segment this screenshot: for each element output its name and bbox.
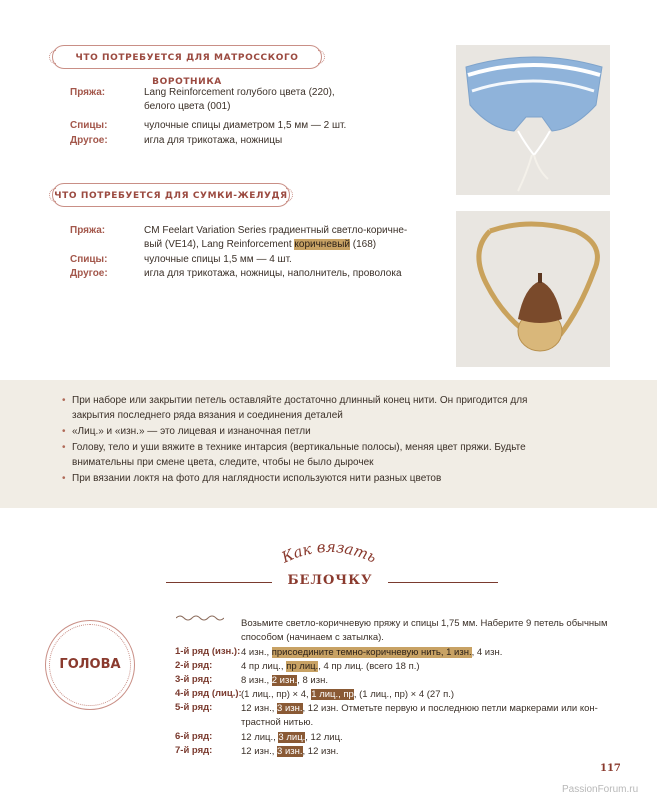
row-text-b: , (1 лиц., пр) × 4 (27 п.) bbox=[353, 689, 455, 700]
bag-yarn-line2 bbox=[144, 238, 376, 252]
collar-yarn-label: Пряжа: bbox=[70, 87, 106, 98]
collar-needles-label: Спицы: bbox=[70, 120, 108, 131]
tip-text: При наборе или закрытии петель оставляйте достаточно длинный конец нити. Он пригодится для bbox=[72, 395, 528, 406]
row-text-a: 12 изн., bbox=[241, 703, 278, 714]
row-text-a: (1 лиц., пр) × 4, bbox=[241, 689, 312, 700]
tip-item bbox=[62, 440, 592, 455]
row-label: 4-й ряд (лиц.): bbox=[175, 688, 242, 699]
tip-text: Голову, тело и уши вяжите в технике интарсия (вертикальные полосы), меняя цвет пряжи. Будьте bbox=[72, 442, 526, 453]
collar-other-label: Другое: bbox=[70, 135, 108, 146]
section-title: ГОЛОВА bbox=[59, 657, 121, 672]
row-text-a: 4 изн., bbox=[241, 647, 272, 658]
row-text-b: , 4 изн. bbox=[471, 647, 503, 658]
page-number: 117 bbox=[600, 763, 621, 774]
collar-photo bbox=[456, 45, 610, 195]
row-instruction bbox=[241, 731, 616, 744]
tip-item bbox=[62, 393, 592, 408]
svg-text:Как вязать bbox=[278, 538, 379, 567]
acorn-bag-photo bbox=[456, 211, 610, 367]
row-label: 5-й ряд: bbox=[175, 702, 213, 713]
tip-text: внимательны при смене цвета, следите, чтобы не было дырочек bbox=[72, 457, 374, 468]
row-highlight: присоедините темно-коричневую нить, 1 изн. bbox=[271, 647, 472, 658]
bullet-icon: • bbox=[62, 426, 66, 437]
row-text-a: 4 пр лиц., bbox=[241, 661, 287, 672]
bullet-icon: • bbox=[62, 395, 66, 406]
collar-section-title: ЧТО ПОТРЕБУЕТСЯ ДЛЯ МАТРОССКОГО ВОРОТНИКА bbox=[52, 45, 322, 69]
row-text-b: , 8 изн. bbox=[297, 675, 328, 686]
row-label: 2-й ряд: bbox=[175, 660, 213, 671]
row-highlight: 3 изн. bbox=[277, 746, 303, 757]
bag-yarn-line2-a: вый (VE14), Lang Reinforcement bbox=[144, 239, 295, 250]
bag-yarn-line2-b: (168) bbox=[349, 239, 377, 250]
header-divider-right bbox=[388, 582, 498, 583]
row-label: 1-й ряд (изн.): bbox=[175, 646, 241, 657]
row-instruction bbox=[241, 660, 616, 673]
tip-item bbox=[62, 424, 592, 439]
header-divider-left bbox=[166, 582, 272, 583]
row-text-b: , 12 лиц. bbox=[305, 732, 343, 743]
row-instruction bbox=[241, 745, 616, 758]
tip-continuation bbox=[72, 455, 592, 470]
row-instruction bbox=[241, 702, 616, 715]
script-title: Как вязать bbox=[278, 537, 380, 567]
tip-text: закрытия последнего ряда вязания и соединения деталей bbox=[72, 410, 343, 421]
row-highlight: 2 изн. bbox=[271, 675, 298, 686]
bullet-icon: • bbox=[62, 442, 66, 453]
row-text-b: , 12 изн. bbox=[302, 746, 339, 757]
bag-yarn-highlight: коричневый bbox=[294, 239, 350, 250]
row-instruction bbox=[241, 646, 616, 659]
row-label: 6-й ряд: bbox=[175, 731, 213, 742]
row-text-a: 12 лиц., bbox=[241, 732, 279, 743]
bag-needles-label: Спицы: bbox=[70, 254, 108, 265]
bullet-icon: • bbox=[62, 473, 66, 484]
row-text-a: 8 изн., bbox=[241, 675, 272, 686]
row-highlight: 3 лиц. bbox=[278, 732, 306, 743]
bag-section-title: ЧТО ПОТРЕБУЕТСЯ ДЛЯ СУМКИ-ЖЕЛУДЯ bbox=[52, 183, 290, 207]
row5-continuation: трастной нитью. bbox=[241, 717, 314, 728]
collar-yarn-line2: белого цвета (001) bbox=[144, 101, 231, 112]
row-instruction bbox=[241, 688, 616, 701]
bag-yarn-line1: CM Feelart Variation Series градиентный светло-коричне- bbox=[144, 225, 408, 236]
tip-item bbox=[62, 471, 592, 486]
bag-other-label: Другое: bbox=[70, 268, 108, 279]
watermark: PassionForum.ru bbox=[562, 784, 639, 795]
collar-other-value: игла для трикотажа, ножницы bbox=[144, 135, 283, 146]
row-highlight: 3 изн. bbox=[277, 703, 303, 714]
tip-text: «Лиц.» и «изн.» — это лицевая и изнаночная петли bbox=[72, 426, 311, 437]
collar-needles-value: чулочные спицы диаметром 1,5 мм — 2 шт. bbox=[144, 120, 347, 131]
row-instruction bbox=[241, 674, 616, 687]
bag-other-value: игла для трикотажа, ножницы, наполнитель, проволока bbox=[144, 268, 402, 279]
intro-line1: Возьмите светло-коричневую пряжу и спицы 1,75 мм. Наберите 9 петель обычным bbox=[241, 618, 608, 629]
row-highlight: пр лиц. bbox=[286, 661, 319, 672]
tip-continuation bbox=[72, 408, 592, 423]
subject-title: БЕЛОЧКУ bbox=[287, 573, 373, 588]
intro-line2: способом (начинаем с затылка). bbox=[241, 632, 384, 643]
row-text-b: , 12 изн. Отметьте первую и последнюю петли маркерами или кон- bbox=[302, 703, 598, 714]
row-text-a: 12 изн., bbox=[241, 746, 278, 757]
script-title-arc bbox=[262, 534, 396, 574]
row-highlight: 1 лиц., пр bbox=[311, 689, 354, 700]
tip-text: При вязании локтя на фото для наглядности используются нити разных цветов bbox=[72, 473, 442, 484]
collar-yarn-line1: Lang Reinforcement голубого цвета (220), bbox=[144, 87, 335, 98]
bag-needles-value: чулочные спицы 1,5 мм — 4 шт. bbox=[144, 254, 292, 265]
row-label: 7-й ряд: bbox=[175, 745, 213, 756]
wavy-line-decoration bbox=[176, 614, 224, 622]
row-label: 3-й ряд: bbox=[175, 674, 213, 685]
row-text-b: , 4 пр лиц. (всего 18 п.) bbox=[318, 661, 420, 672]
bag-yarn-label: Пряжа: bbox=[70, 225, 106, 236]
